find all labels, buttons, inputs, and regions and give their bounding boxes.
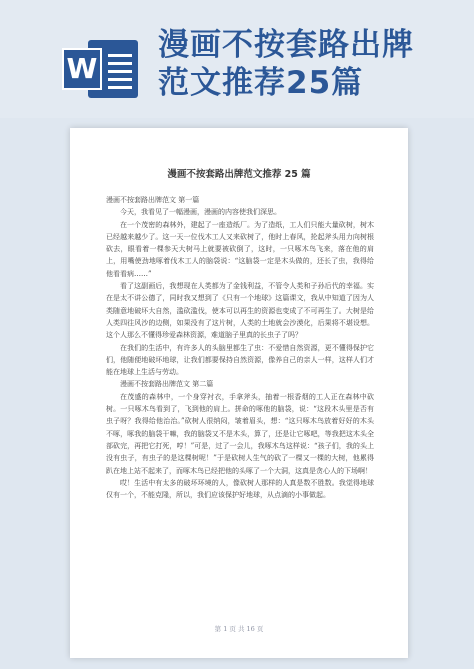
word-w-badge: W bbox=[62, 48, 102, 90]
body-paragraph: 今天，我看见了一幅漫画，漫画的内容使我们深思。 bbox=[120, 208, 281, 217]
body-paragraph: 在一个茂密的森林外，建起了一座造纸厂。为了造纸，工人们只能大量砍树，树木已经越来越少了。这一天一位伐木工人又来砍树了，他时上春风，抡起斧头用力向树根砍去，眼看着一棵参天大树马上就要被砍倒了，这时，一只啄木鸟飞来，落在他的肩上，用嘴使劲地啄着伐木工人的脑袋说：“这脑袋一定是木头做的，还长了虫，我得给他看看病……” bbox=[106, 220, 374, 278]
body-paragraph: 在茂盛的森林中，一个身穿衬衣，手拿斧头，抽着一根香烟的工人正在森林中砍树。一只啄木鸟看到了，飞到他的肩上。拼命的啄他的脑袋，说：“这段木头里是否有虫子呀？我得给他治治。”砍树人很纳闷，皱着眉头，想：“这只啄木鸟放着好好的木头不啄，啄我的脑袋干嘛，我的脑袋又不是木头，算了，还是让它啄吧，等我把这木头全部砍完，再把它打死，哼！”可是，过了一会儿，我啄木鸟这样说：“孩子们，我的头上没有虫子，有虫子的是这棵树呢！”于是砍树人生气的砍了一棵又一棵的大树，他累得趴在地上站不起来了，而啄木鸟已经把他的头啄了一个大洞，这真是贪心人的下场啊！ bbox=[106, 392, 374, 475]
document-body bbox=[106, 194, 374, 501]
body-paragraph: 哎！生活中有太多的破坏环境的人，像砍树人那样的人真是数不胜数。我觉得地球仅有一个，不能克隆，所以，我们应该保护好地球，从点滴的小事做起。 bbox=[106, 478, 374, 500]
header-banner bbox=[0, 0, 474, 118]
banner-title bbox=[158, 26, 458, 102]
banner-title-line1: 漫画不按套路出牌 bbox=[158, 27, 414, 63]
section-heading: 漫画不按套路出牌范文 第二篇 bbox=[120, 380, 214, 389]
body-paragraph: 看了这副画后，我想现在人类都为了金钱利益，不管令人类和子孙后代的幸福。实在是太不讲公德了，同时我又想到了《只有一个地球》这篇课文，我从中知道了因为人类随意地破坏大自然，滥砍滥伐，使本可以再生的资源也变成了不可再生了。大树是给人类四往风沙的边侧，如果没有了这片树，人类的土地就会沙漠化，后果将不堪设想。这个人那么不懂得珍爱森林资源，难道脑子里真的长虫子了吗？ bbox=[106, 282, 374, 340]
document-page bbox=[70, 128, 408, 658]
body-paragraph: 在我们的生活中，有许多人的头脑里都生了虫：不爱惜自然资源，更不懂得保护它们，他随便地破坏地球，让我们都要保持自然资源，像养自己的亲人一样，这样人们才能在地球上生活与劳动。 bbox=[106, 343, 374, 377]
document-title: 漫画不按套路出牌范文推荐 25 篇 bbox=[167, 169, 311, 180]
page-footer: 第 1 页 共 16 页 bbox=[214, 625, 264, 633]
word-doc-icon bbox=[62, 38, 140, 100]
banner-title-line2: 范文推荐25篇 bbox=[158, 65, 364, 101]
section-heading: 漫画不按套路出牌范文 第一篇 bbox=[106, 196, 200, 204]
